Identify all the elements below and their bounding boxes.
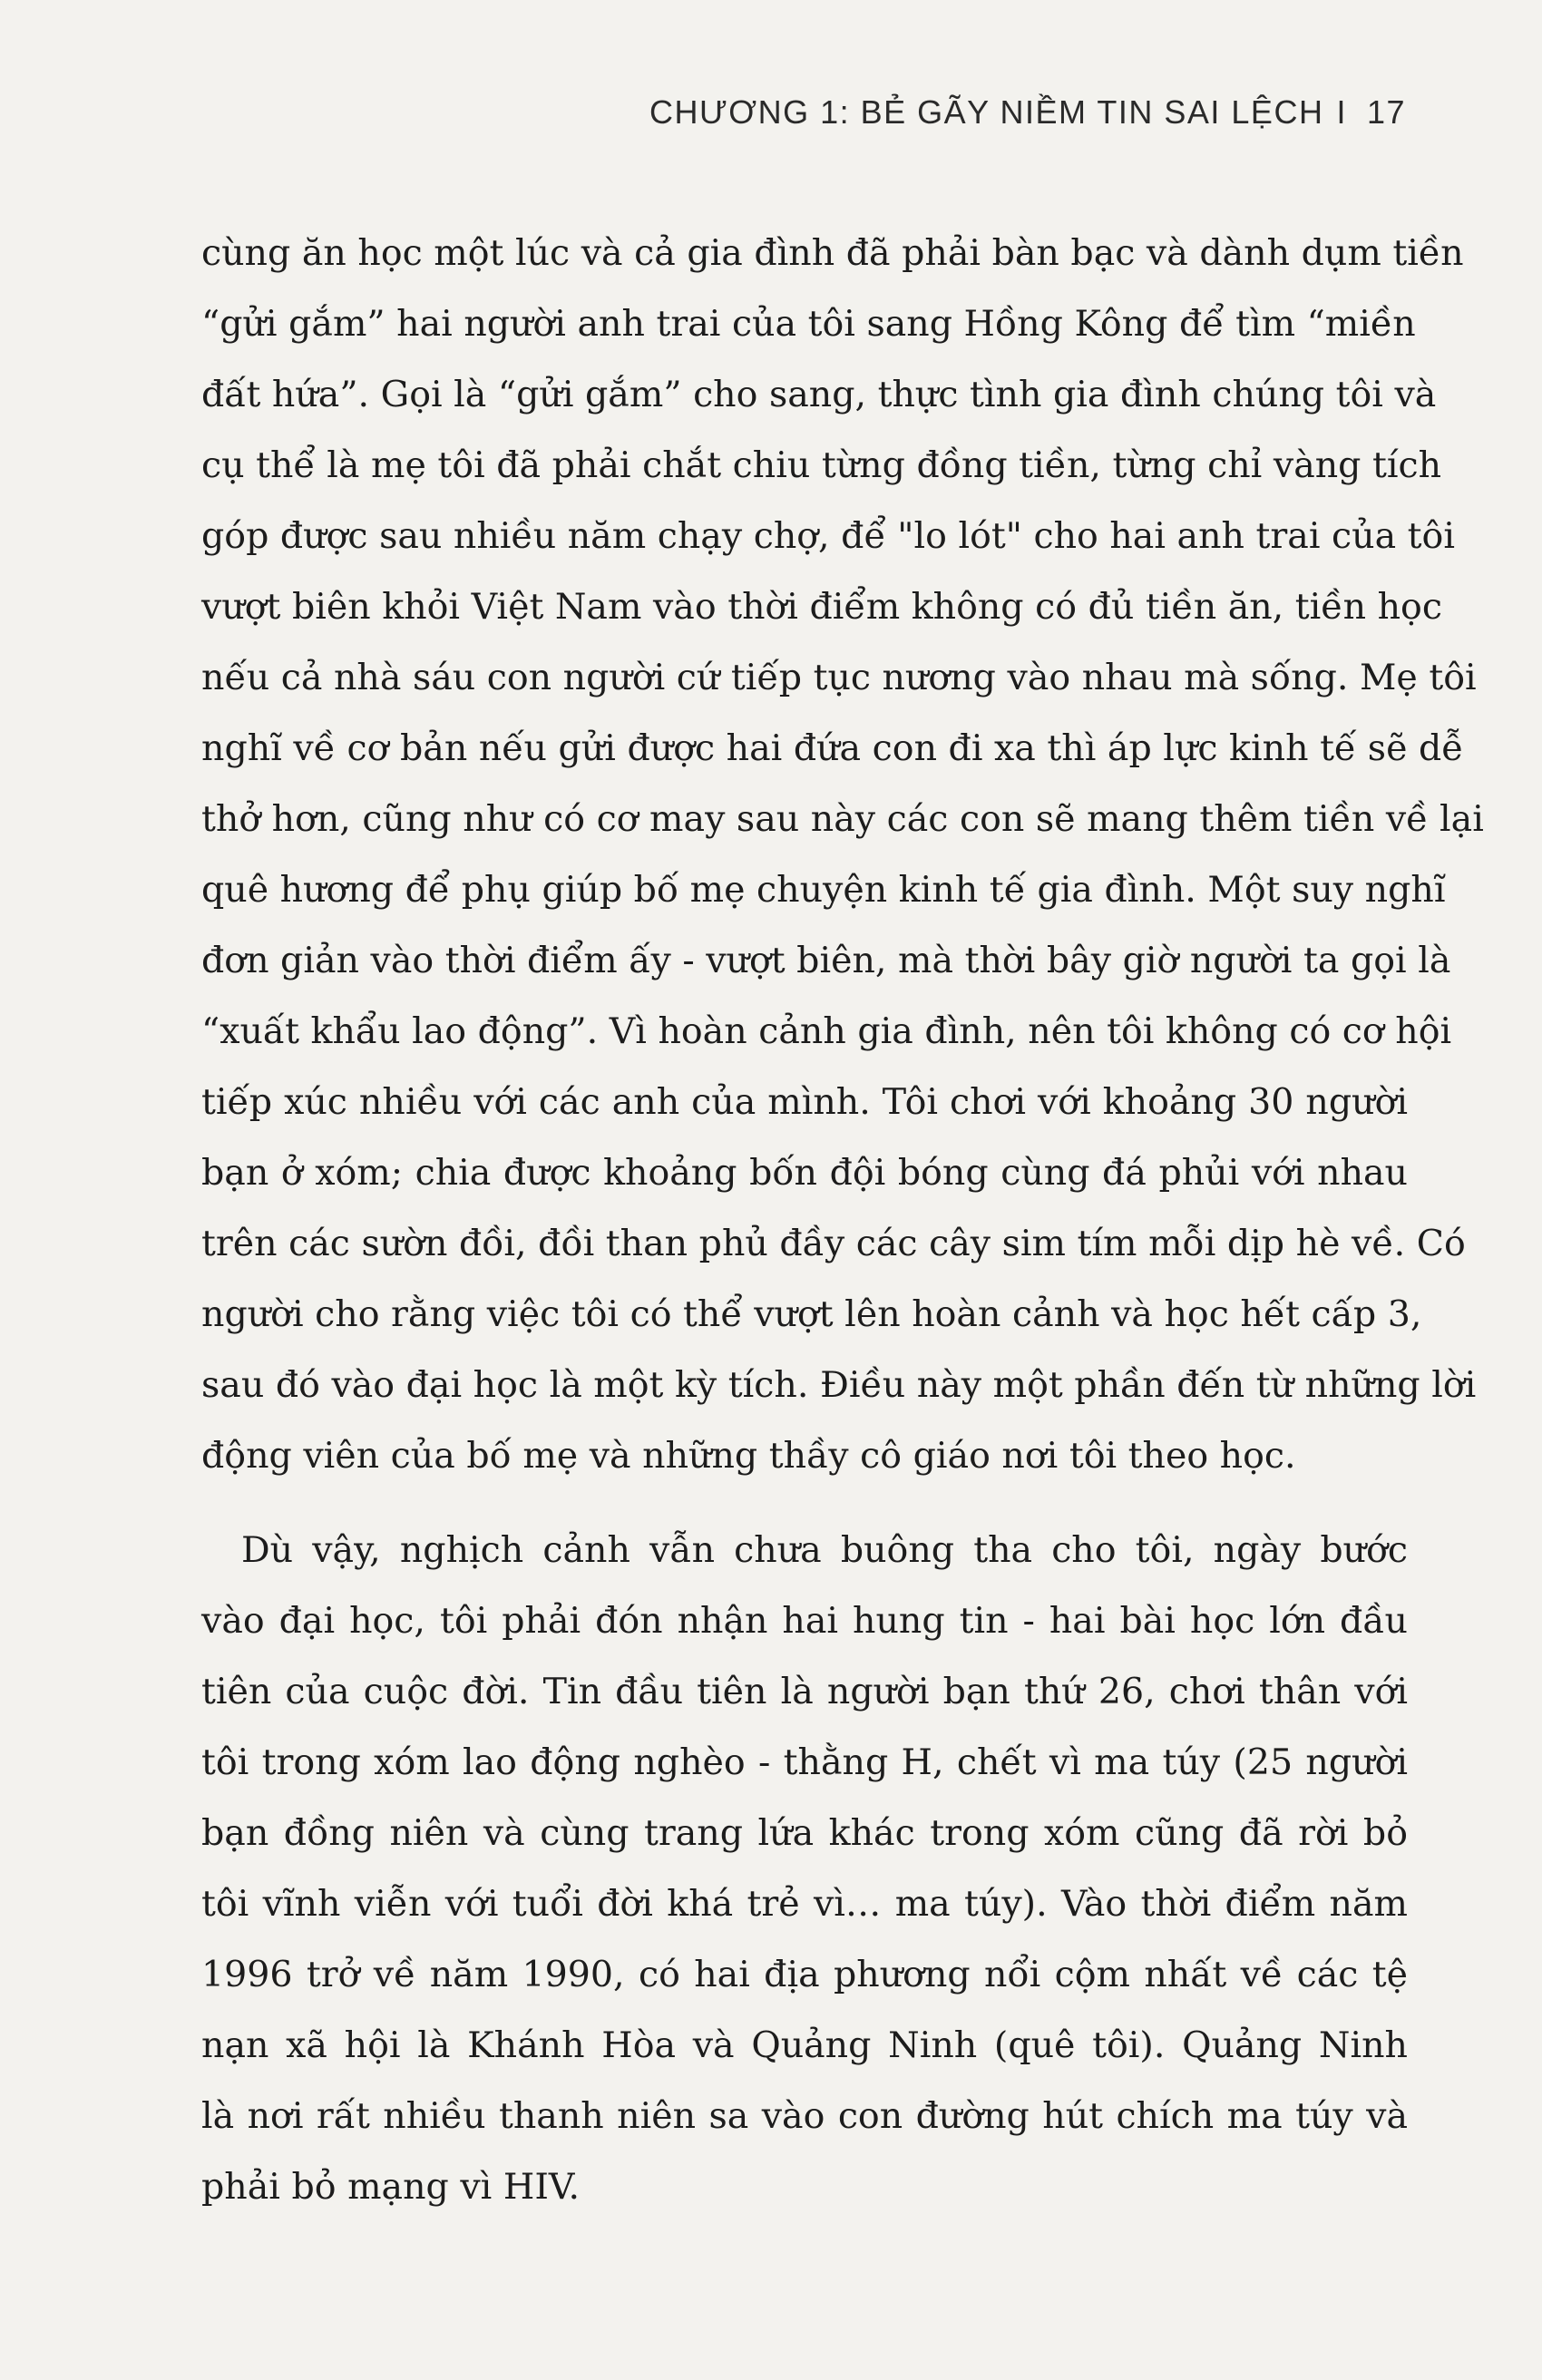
text-line: nếu cả nhà sáu con người cứ tiếp tục nương vào nhau mà sống. Mẹ tôi <box>201 657 1477 698</box>
text-line: nạn xã hội là Khánh Hòa và Quảng Ninh (quê tôi). Quảng Ninh <box>201 2024 1408 2066</box>
text-line: “gửi gắm” hai người anh trai của tôi sang Hồng Kông để tìm “miền <box>201 303 1416 345</box>
text-line: tôi vĩnh viễn với tuổi đời khá trẻ vì… ma túy). Vào thời điểm năm <box>201 1883 1408 1925</box>
text-line: cùng ăn học một lúc và cả gia đình đã phải bàn bạc và dành dụm tiền <box>201 232 1464 274</box>
text-line: vượt biên khỏi Việt Nam vào thời điểm không có đủ tiền ăn, tiền học <box>201 586 1442 628</box>
page-number: 17 <box>1366 93 1406 131</box>
text-line: đất hứa”. Gọi là “gửi gắm” cho sang, thực tình gia đình chúng tôi và <box>201 374 1437 415</box>
text-line: Dù vậy, nghịch cảnh vẫn chưa buông tha cho tôi, ngày bước <box>241 1529 1408 1571</box>
text-line: là nơi rất nhiều thanh niên sa vào con đường hút chích ma túy và <box>201 2095 1408 2137</box>
paragraph-1 <box>201 218 1484 1491</box>
text-line: phải bỏ mạng vì HIV. <box>201 2166 581 2208</box>
text-line: bạn đồng niên và cùng trang lứa khác trong xóm cũng đã rời bỏ <box>201 1812 1408 1854</box>
text-line: đơn giản vào thời điểm ấy - vượt biên, mà thời bây giờ người ta gọi là <box>201 940 1451 981</box>
text-line: thở hơn, cũng như có cơ may sau này các con sẽ mang thêm tiền về lại <box>201 798 1484 840</box>
text-line: “xuất khẩu lao động”. Vì hoàn cảnh gia đình, nên tôi không có cơ hội <box>201 1010 1452 1052</box>
page-body <box>201 218 1484 2222</box>
paragraph-2 <box>201 1515 1408 2222</box>
text-line: tiếp xúc nhiều với các anh của mình. Tôi chơi với khoảng 30 người <box>201 1081 1408 1123</box>
text-line: sau đó vào đại học là một kỳ tích. Điều này một phần đến từ những lời <box>201 1364 1477 1406</box>
text-line: quê hương để phụ giúp bố mẹ chuyện kinh tế gia đình. Một suy nghĩ <box>201 869 1446 911</box>
header-separator: I <box>1336 93 1347 131</box>
text-line: người cho rằng việc tôi có thể vượt lên hoàn cảnh và học hết cấp 3, <box>201 1293 1422 1335</box>
text-line: tiên của cuộc đời. Tin đầu tiên là người bạn thứ 26, chơi thân với <box>201 1671 1408 1712</box>
text-line: nghĩ về cơ bản nếu gửi được hai đứa con đi xa thì áp lực kinh tế sẽ dễ <box>201 727 1464 769</box>
chapter-title: CHƯƠNG 1: BẺ GÃY NIỀM TIN SAI LỆCH <box>649 93 1324 131</box>
text-line: góp được sau nhiều năm chạy chợ, để "lo lót" cho hai anh trai của tôi <box>201 515 1455 557</box>
text-line: vào đại học, tôi phải đón nhận hai hung tin - hai bài học lớn đầu <box>201 1600 1408 1642</box>
paragraph-gap <box>201 1491 1408 1515</box>
running-header <box>649 93 1406 132</box>
text-line: cụ thể là mẹ tôi đã phải chắt chiu từng đồng tiền, từng chỉ vàng tích <box>201 444 1442 486</box>
text-line: trên các sườn đồi, đồi than phủ đầy các cây sim tím mỗi dịp hè về. Có <box>201 1223 1466 1264</box>
text-line: 1996 trở về năm 1990, có hai địa phương nổi cộm nhất về các tệ <box>201 1954 1408 1995</box>
text-line: tôi trong xóm lao động nghèo - thằng H, chết vì ma túy (25 người <box>201 1741 1408 1783</box>
text-line: bạn ở xóm; chia được khoảng bốn đội bóng cùng đá phủi với nhau <box>201 1152 1408 1194</box>
text-line: động viên của bố mẹ và những thầy cô giáo nơi tôi theo học. <box>201 1435 1296 1477</box>
